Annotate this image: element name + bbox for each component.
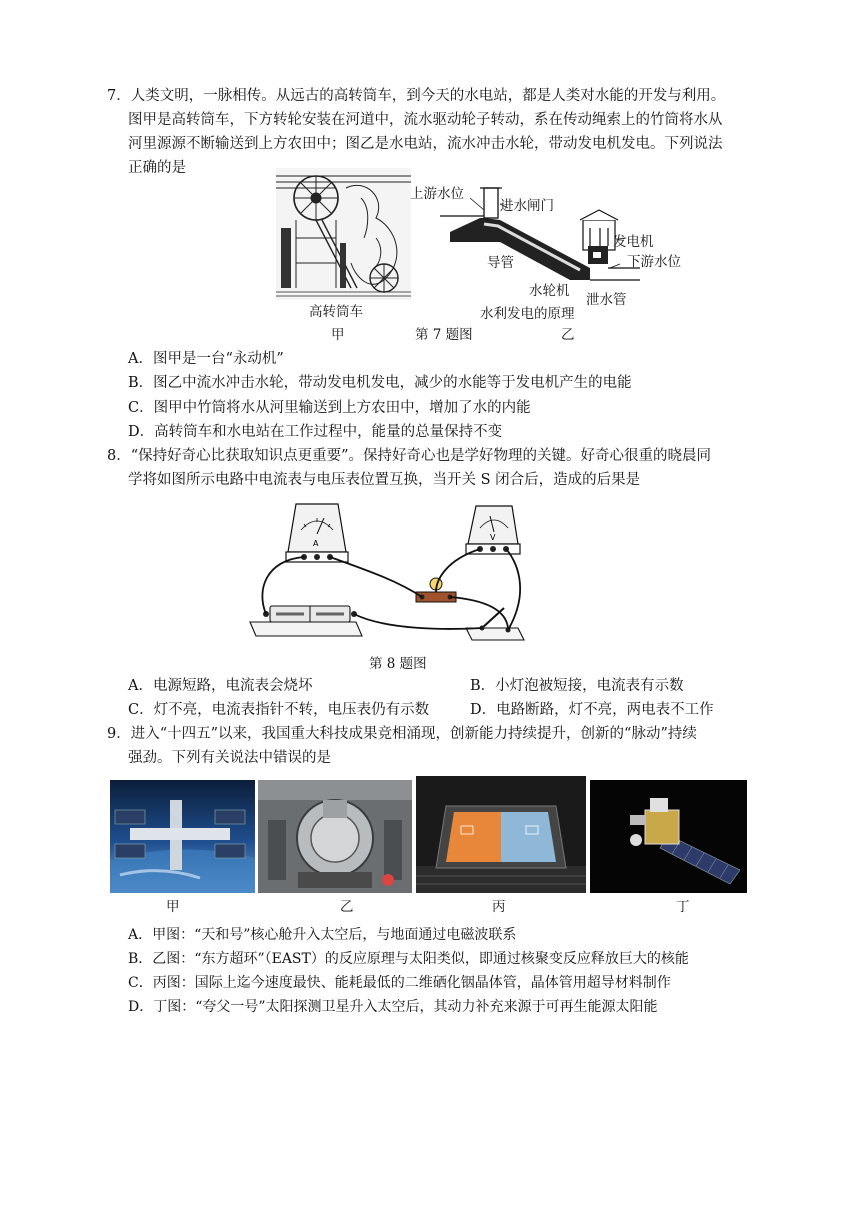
photo-satellite (590, 780, 747, 893)
q8-stem-line-1: 8．“保持好奇心比获取知识点更重要”。保持好奇心也是学好物理的关键。好奇心很重的晓晨同 (107, 448, 712, 464)
fig7-title: 第 7 题图 (415, 327, 473, 343)
fig7-left-caption: 高转筒车 (309, 304, 363, 320)
q9-option-d: D．丁图：“夸父一号”太阳探测卫星升入太空后，其动力补充来源于可再生能源太阳能 (128, 999, 658, 1015)
label-pipe: 导管 (487, 255, 514, 271)
q9-stem-line-1: 9．进入“十四五”以来，我国重大科技成果竞相涌现，创新能力持续提升，创新的“脉动”持续 (107, 726, 697, 742)
label-upstream-level: 上游水位 (410, 186, 464, 202)
ammeter-icon (286, 504, 348, 562)
q8-option-a: A．电源短路，电流表会烧坏 (128, 678, 313, 694)
q7-stem-line-1: 7．人类文明，一脉相传。从远古的高转筒车，到今天的水电站，都是人类对水能的开发与利用。 (107, 88, 726, 104)
photo-label-yi: 乙 (340, 899, 354, 915)
q7-option-b: B．图乙中流水冲击水轮，带动发电机发电，减少的水能等于发电机产生的电能 (128, 375, 632, 391)
photo-label-jia: 甲 (166, 899, 180, 915)
photo-transistor-chip (416, 776, 586, 893)
q7-option-c: C．图甲中竹筒将水从河里输送到上方农田中，增加了水的内能 (128, 400, 531, 416)
water-wheel-illustration (276, 168, 411, 300)
q7-stem-line-3: 河里源源不断输送到上方农田中；图乙是水电站，流水冲击水轮，带动发电机发电。下列说法 (128, 136, 723, 152)
q9-option-a: A．甲图：“天和号”核心舱升入太空后，与地面通过电磁波联系 (128, 927, 517, 943)
q7-stem-line-2: 图甲是高转筒车，下方转轮安装在河道中，流水驱动轮子转动，系在传动绳索上的竹筒将水从 (128, 112, 723, 128)
q8-option-b: B．小灯泡被短接，电流表有示数 (470, 678, 684, 694)
voltmeter-icon (466, 506, 520, 554)
label-turbine: 水轮机 (529, 283, 570, 299)
q9-option-b: B．乙图：“东方超环”（EAST）的反应原理与太阳类似，即通过核聚变反应释放巨大的核能 (128, 951, 689, 967)
fig8-title: 第 8 题图 (369, 656, 427, 672)
q8-option-c: C．灯不亮，电流表指针不转，电压表仍有示数 (128, 702, 430, 718)
photo-label-bing: 丙 (492, 899, 506, 915)
q8-stem-line-2: 学将如图所示电路中电流表与电压表位置互换，当开关 S 闭合后，造成的后果是 (128, 472, 641, 488)
q7-option-d: D．高转筒车和水电站在工作过程中，能量的总量保持不变 (128, 424, 503, 440)
q7-stem-line-4: 正确的是 (128, 160, 186, 176)
label-generator: 发电机 (613, 234, 654, 250)
photo-space-station (110, 780, 255, 893)
fig7-right-label: 乙 (561, 327, 575, 343)
q9-option-c: C．丙图：国际上迄今速度最快、能耗最低的二维硒化铟晶体管，晶体管用超导材料制作 (128, 975, 671, 991)
q8-option-d: D．电路断路，灯不亮，两电表不工作 (470, 702, 714, 718)
circuit-diagram (246, 500, 536, 645)
battery-icon (250, 606, 362, 636)
photo-east-tokamak (258, 780, 412, 893)
label-outlet-pipe: 泄水管 (586, 292, 627, 308)
q9-stem-line-2: 强劲。下列有关说法中错误的是 (128, 750, 331, 766)
fig7-right-caption: 水利发电的原理 (480, 306, 575, 322)
label-intake-gate: 进水闸门 (500, 198, 554, 214)
fig7-left-label: 甲 (331, 327, 345, 343)
label-downstream-level: 下游水位 (627, 254, 681, 270)
q7-option-a: A．图甲是一台“永动机” (128, 351, 284, 367)
voltmeter-letter: V (490, 533, 496, 542)
photo-label-ding: 丁 (676, 899, 690, 915)
ammeter-letter: A (313, 539, 319, 548)
